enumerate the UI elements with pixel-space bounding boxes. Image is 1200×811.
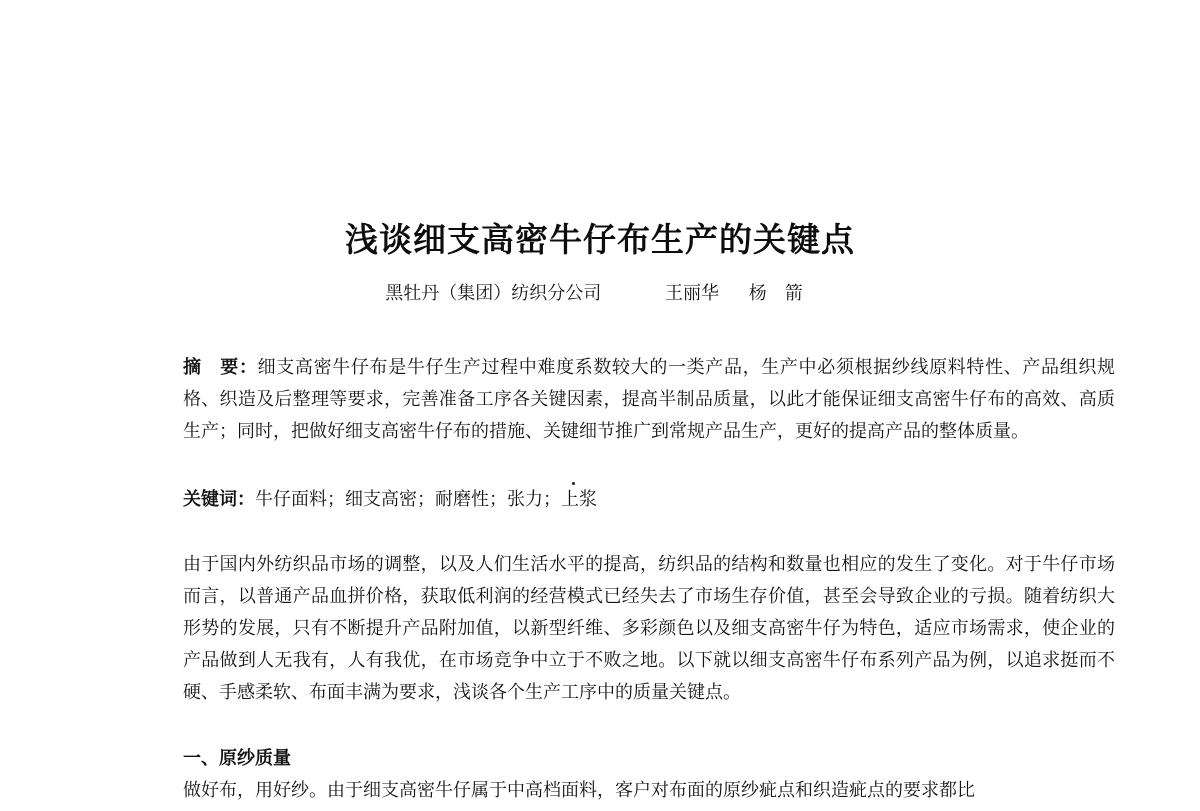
author-name: 杨 箭 [748,283,803,304]
abstract-text: 细支高密牛仔布是牛仔生产过程中难度系数较大的一类产品，生产中必须根据纱线原料特性、产品组织规格、织造及后整理等要求，完善准备工序各关键因素，提高半制品质量，以此才能保证细支高密牛仔布的高效、高质生产；同时，把做好细支高密牛仔布的措施、关键细节推广到常规产品生产，更好的提高产品的整体质量。 [183,357,1116,442]
abstract-label: 摘 要： [183,357,258,378]
keywords-line [140,484,1115,516]
section-paragraph: 做好布，用好纱。由于细支高密牛仔属于中高档面料，客户对布面的原纱疵点和织造疵点的要求都比 [183,780,975,801]
keywords-label: 关键词： [183,489,255,510]
intro-paragraph: 由于国内外纺织品市场的调整，以及人们生活水平的提高，纺织品的结构和数量也相应的发生了变化。对于牛仔市场而言，以普通产品血拼价格，获取低利润的经营模式已经失去了市场生存价值，甚至会导致企业的亏损。随着纺织大形势的发展，只有不断提升产品附加值，以新型纤维、多彩颜色以及细支高密牛仔为特色，适应市场需求，使企业的产品做到人无我有，人有我优，在市场竞争中立于不败之地。以下就以细支高密牛仔布系列产品为例，以追求挺而不硬、手感柔软、布面丰满为要求，浅谈各个生产工序中的质量关键点。 [183,554,1115,703]
section-heading: 一、原纱质量 [183,748,291,769]
author-name: 王丽华 [665,283,719,304]
abstract-paragraph [140,352,1115,448]
byline [0,280,1200,308]
keywords-text: 牛仔面料；细支高密；耐磨性；张力；上浆 [255,489,597,510]
paper-title: 浅谈细支高密牛仔布生产的关键点 [345,220,855,259]
affiliation: 黑牡丹（集团）纺织分公司 [385,283,602,304]
